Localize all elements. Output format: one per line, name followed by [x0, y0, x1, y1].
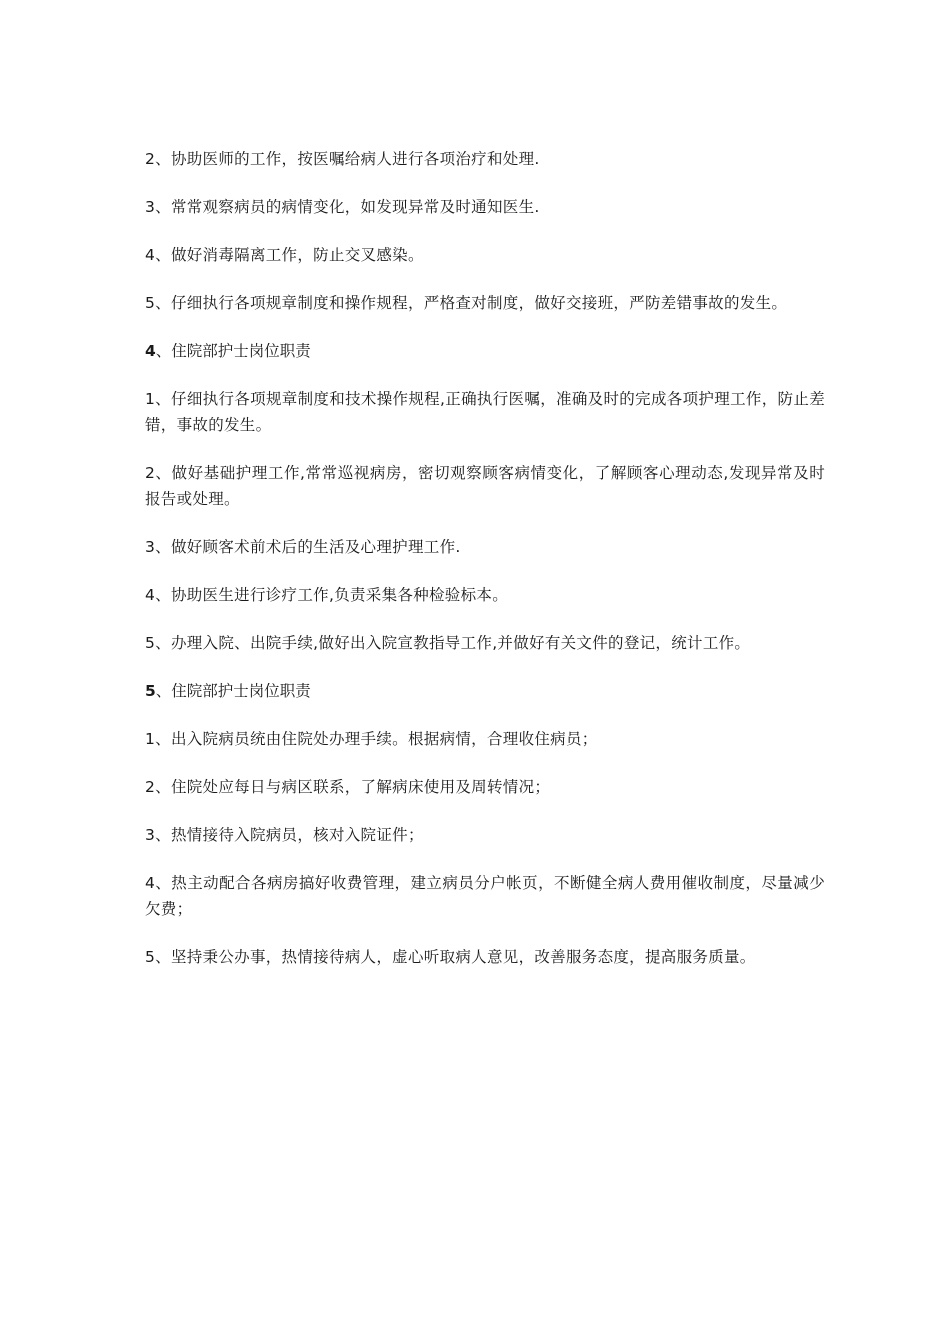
section-b-item-5: 5、办理入院、出院手续,做好出入院宣教指导工作,并做好有关文件的登记，统计工作。	[145, 634, 751, 652]
section-c-heading	[145, 678, 825, 704]
section-b-item-2: 2、做好基础护理工作,常常巡视病房，密切观察顾客病情变化，了解顾客心理动态,发现异常及时报告或处理。	[145, 464, 825, 508]
section-b-heading-number: 4	[145, 342, 156, 360]
section-b-heading	[145, 338, 825, 364]
section-c-item-3: 3、热情接待入院病员，核对入院证件；	[145, 826, 424, 844]
section-b-heading-text: 、住院部护士岗位职责	[155, 342, 311, 360]
section-c-item-2: 2、住院处应每日与病区联系，了解病床使用及周转情况；	[145, 778, 551, 796]
section-a-item-4: 4、做好消毒隔离工作，防止交叉感染。	[145, 246, 424, 264]
section-b-item-4: 4、协助医生进行诊疗工作,负责采集各种检验标本。	[145, 586, 508, 604]
section-b-item-3: 3、做好顾客术前术后的生活及心理护理工作.	[145, 538, 461, 556]
section-c-heading-number: 5	[145, 682, 156, 700]
section-c-item-4: 4、热主动配合各病房搞好收费管理，建立病员分户帐页，不断健全病人费用催收制度，尽量减少欠费；	[145, 874, 825, 918]
section-c-heading-text: 、住院部护士岗位职责	[155, 682, 311, 700]
section-c-item-5: 5、坚持秉公办事，热情接待病人，虚心听取病人意见，改善服务态度，提高服务质量。	[145, 948, 756, 966]
document-page	[145, 146, 825, 992]
section-c-item-1: 1、出入院病员统由住院处办理手续。根据病情，合理收住病员；	[145, 730, 598, 748]
section-a-item-3: 3、常常观察病员的病情变化，如发现异常及时通知医生.	[145, 198, 540, 216]
section-b-item-1: 1、仔细执行各项规章制度和技术操作规程,正确执行医嘱，准确及时的完成各项护理工作，防止差错，事故的发生。	[145, 390, 825, 434]
section-a-item-2: 2、协助医师的工作，按医嘱给病人进行各项治疗和处理.	[145, 150, 540, 168]
section-a-item-5: 5、仔细执行各项规章制度和操作规程，严格查对制度，做好交接班，严防差错事故的发生。	[145, 294, 788, 312]
